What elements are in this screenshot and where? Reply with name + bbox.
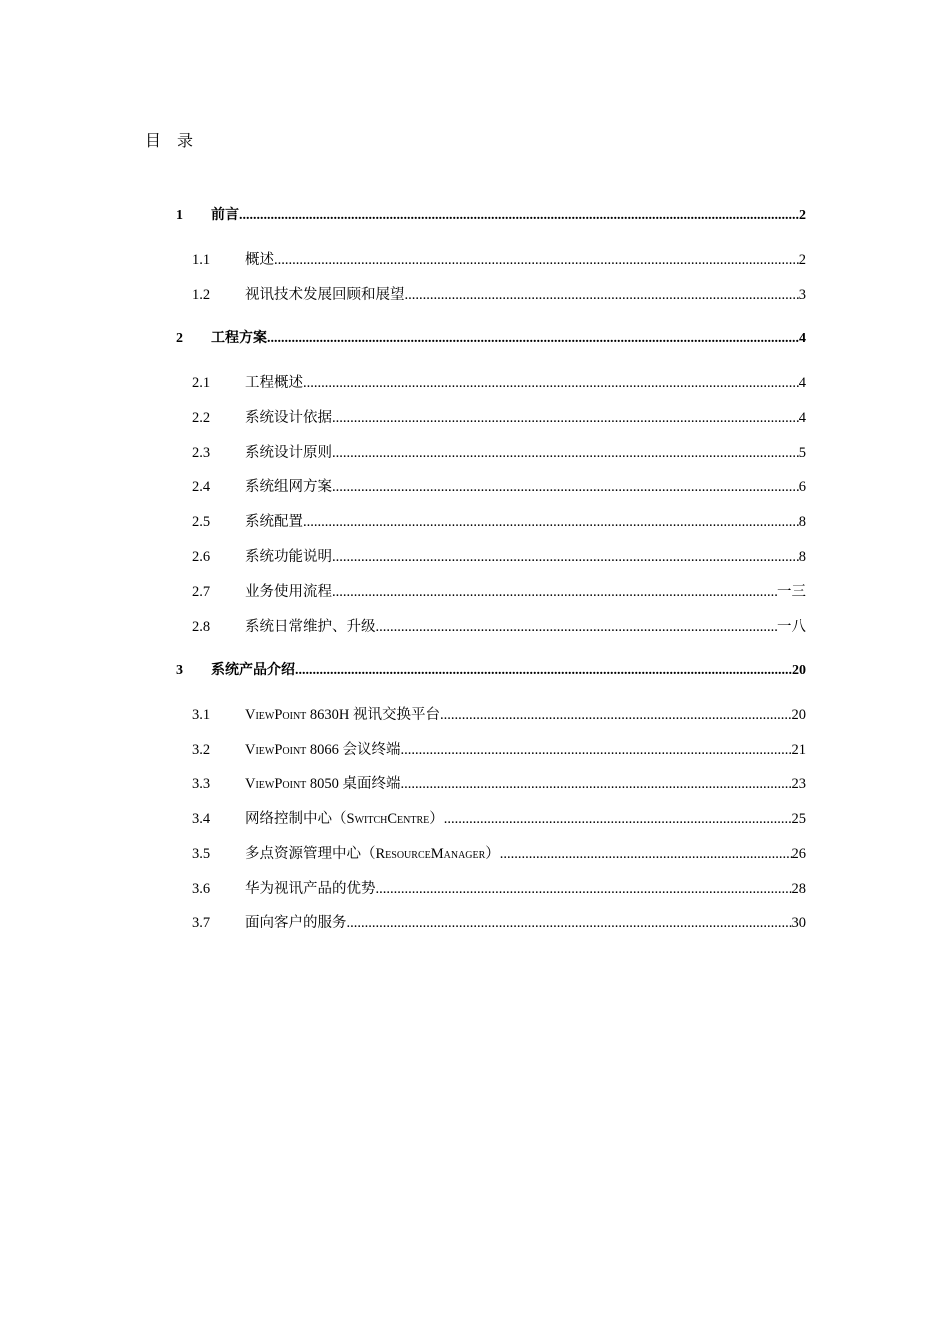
toc-entry-number: 3.5 bbox=[192, 846, 211, 862]
toc-entry-number: 1.2 bbox=[192, 287, 211, 303]
toc-entry-page: 一八 bbox=[777, 619, 806, 635]
toc-entry-number: 2.5 bbox=[192, 514, 211, 530]
toc-entry-title: 面向客户的服务 bbox=[245, 915, 347, 931]
toc-entry-title: 多点资源管理中心（ResourceManager） bbox=[245, 846, 500, 862]
toc-entry-number: 3.2 bbox=[192, 742, 211, 758]
toc-entry-page: 25 bbox=[791, 811, 806, 827]
toc-entry-title: 系统日常维护、升级 bbox=[245, 619, 376, 635]
toc-entry-page: 20 bbox=[791, 707, 806, 723]
toc-entry-number: 3 bbox=[176, 663, 183, 678]
dot-leader bbox=[332, 546, 799, 568]
toc-entry-page: 6 bbox=[798, 479, 806, 495]
dot-leader bbox=[332, 581, 777, 603]
toc-entry-number: 2.3 bbox=[192, 445, 211, 461]
toc-entry-title: 网络控制中心（SwitchCentre） bbox=[245, 811, 444, 827]
toc-entry-title: ViewPoint 8066 会议终端 bbox=[245, 742, 401, 758]
toc-entry-title: 工程概述 bbox=[245, 375, 303, 391]
dot-leader bbox=[500, 843, 792, 865]
toc-entry-2-7[interactable] bbox=[0, 581, 950, 603]
toc-entry-title: 视讯技术发展回顾和展望 bbox=[245, 287, 405, 303]
toc-entry-number: 2.1 bbox=[192, 375, 211, 391]
toc-entry-page: 5 bbox=[798, 445, 806, 461]
toc-entry-title: 系统设计原则 bbox=[245, 445, 332, 461]
dot-leader bbox=[347, 912, 792, 934]
toc-entry-number: 2.6 bbox=[192, 549, 211, 565]
toc-entry-title: 工程方案 bbox=[211, 331, 267, 346]
toc-entry-1[interactable] bbox=[0, 205, 950, 227]
toc-entry-number: 1 bbox=[176, 208, 183, 223]
dot-leader bbox=[376, 616, 778, 638]
toc-entry-number: 3.7 bbox=[192, 915, 211, 931]
toc-entry-title: 系统配置 bbox=[245, 514, 303, 530]
dot-leader bbox=[332, 476, 799, 498]
dot-leader bbox=[239, 205, 799, 227]
toc-entry-page: 4 bbox=[798, 410, 806, 426]
toc-entry-page: 28 bbox=[791, 881, 806, 897]
toc-entry-title: 华为视讯产品的优势 bbox=[245, 881, 376, 897]
dot-leader bbox=[332, 407, 799, 429]
toc-entry-3-1[interactable] bbox=[0, 704, 950, 726]
toc-entry-2-5[interactable] bbox=[0, 511, 950, 533]
toc-entry-page: 26 bbox=[791, 846, 806, 862]
toc-entry-2-1[interactable] bbox=[0, 372, 950, 394]
toc-entry-number: 2 bbox=[176, 331, 183, 346]
toc-entry-3-6[interactable] bbox=[0, 878, 950, 900]
toc-entry-number: 3.3 bbox=[192, 776, 211, 792]
toc-entry-3[interactable] bbox=[0, 660, 950, 682]
toc-entry-page: 21 bbox=[791, 742, 806, 758]
dot-leader bbox=[303, 511, 799, 533]
toc-entry-1-1[interactable] bbox=[0, 249, 950, 271]
toc-entry-2-8[interactable] bbox=[0, 616, 950, 638]
dot-leader bbox=[401, 773, 792, 795]
toc-entry-page: 20 bbox=[792, 663, 806, 678]
dot-leader bbox=[376, 878, 792, 900]
dot-leader bbox=[444, 808, 792, 830]
toc-entry-title: 概述 bbox=[245, 252, 274, 268]
toc-entry-title: 前言 bbox=[211, 208, 239, 223]
toc-title: 目 录 bbox=[145, 133, 200, 150]
toc-entry-page: 3 bbox=[798, 287, 806, 303]
toc-entry-page: 23 bbox=[791, 776, 806, 792]
toc-entry-title: 系统设计依据 bbox=[245, 410, 332, 426]
toc-entry-2-4[interactable] bbox=[0, 476, 950, 498]
toc-entry-3-2[interactable] bbox=[0, 739, 950, 761]
toc-entry-page: 8 bbox=[798, 514, 806, 530]
toc-entry-number: 3.1 bbox=[192, 707, 211, 723]
toc-entry-page: 30 bbox=[791, 915, 806, 931]
toc-entry-3-7[interactable] bbox=[0, 912, 950, 934]
dot-leader bbox=[405, 284, 799, 306]
toc-entry-page: 一三 bbox=[777, 584, 806, 600]
toc-entry-title: 系统组网方案 bbox=[245, 479, 332, 495]
toc-entry-page: 8 bbox=[798, 549, 806, 565]
dot-leader bbox=[274, 249, 799, 271]
toc-entry-number: 3.4 bbox=[192, 811, 211, 827]
toc-entry-number: 1.1 bbox=[192, 252, 211, 268]
toc-entry-1-2[interactable] bbox=[0, 284, 950, 306]
dot-leader bbox=[332, 442, 799, 464]
toc-entry-page: 4 bbox=[798, 375, 806, 391]
toc-entry-3-3[interactable] bbox=[0, 773, 950, 795]
toc-entry-number: 2.7 bbox=[192, 584, 211, 600]
toc-entry-title: 系统功能说明 bbox=[245, 549, 332, 565]
toc-entry-2-3[interactable] bbox=[0, 442, 950, 464]
toc-entry-2-2[interactable] bbox=[0, 407, 950, 429]
toc-entry-3-4[interactable] bbox=[0, 808, 950, 830]
toc-entry-number: 3.6 bbox=[192, 881, 211, 897]
toc-entry-number: 2.4 bbox=[192, 479, 211, 495]
toc-entry-title: ViewPoint 8050 桌面终端 bbox=[245, 776, 401, 792]
dot-leader bbox=[401, 739, 792, 761]
dot-leader bbox=[303, 372, 799, 394]
toc-entry-title: 系统产品介绍 bbox=[211, 663, 295, 678]
toc-entry-number: 2.8 bbox=[192, 619, 211, 635]
toc-entry-number: 2.2 bbox=[192, 410, 211, 426]
toc-entry-page: 4 bbox=[799, 331, 806, 346]
toc-entry-title: 业务使用流程 bbox=[245, 584, 332, 600]
dot-leader bbox=[295, 660, 792, 682]
dot-leader bbox=[440, 704, 791, 726]
toc-entry-2[interactable] bbox=[0, 328, 950, 350]
toc-entry-2-6[interactable] bbox=[0, 546, 950, 568]
dot-leader bbox=[267, 328, 799, 350]
toc-entry-page: 2 bbox=[799, 208, 806, 223]
toc-entry-title: ViewPoint 8630H 视讯交换平台 bbox=[245, 707, 441, 723]
toc-entry-3-5[interactable] bbox=[0, 843, 950, 865]
toc-entry-page: 2 bbox=[798, 252, 806, 268]
